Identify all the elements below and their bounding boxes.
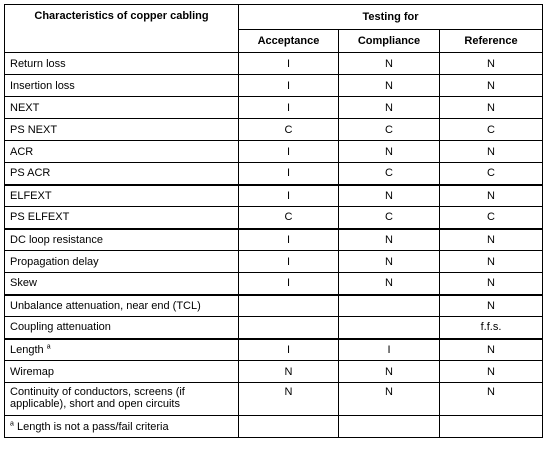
cell-reference: N xyxy=(440,383,543,416)
table-row xyxy=(5,383,543,416)
row-label: PS NEXT xyxy=(5,119,239,141)
row-label: Wiremap xyxy=(5,361,239,383)
table-row xyxy=(5,97,543,119)
row-label: Unbalance attenuation, near end (TCL) xyxy=(5,295,239,317)
cell-empty xyxy=(440,416,543,438)
row-label: Propagation delay xyxy=(5,251,239,273)
row-label: ELFEXT xyxy=(5,185,239,207)
cell-acceptance: I xyxy=(239,97,339,119)
footnote xyxy=(5,416,239,438)
cell-reference: N xyxy=(440,75,543,97)
header-testing-for: Testing for xyxy=(239,5,543,30)
cell-reference: N xyxy=(440,273,543,295)
cell-acceptance: I xyxy=(239,185,339,207)
row-label: PS ELFEXT xyxy=(5,207,239,229)
row-label: DC loop resistance xyxy=(5,229,239,251)
table-row xyxy=(5,207,543,229)
table-row xyxy=(5,317,543,339)
cell-acceptance: I xyxy=(239,229,339,251)
cabling-test-table xyxy=(4,4,543,438)
row-label: Skew xyxy=(5,273,239,295)
cell-reference: C xyxy=(440,119,543,141)
table-row xyxy=(5,339,543,361)
cell-acceptance: N xyxy=(239,361,339,383)
cell-compliance: C xyxy=(339,163,440,185)
cell-compliance: N xyxy=(339,185,440,207)
cell-acceptance xyxy=(239,295,339,317)
cell-acceptance: I xyxy=(239,163,339,185)
cell-compliance: N xyxy=(339,251,440,273)
cell-reference: N xyxy=(440,339,543,361)
cell-reference: N xyxy=(440,53,543,75)
cell-compliance: N xyxy=(339,141,440,163)
cell-acceptance xyxy=(239,317,339,339)
table-row xyxy=(5,53,543,75)
cell-acceptance: I xyxy=(239,251,339,273)
table-row xyxy=(5,295,543,317)
cell-acceptance: C xyxy=(239,119,339,141)
cell-empty xyxy=(239,416,339,438)
table-row xyxy=(5,185,543,207)
cell-reference: N xyxy=(440,295,543,317)
header-reference: Reference xyxy=(440,30,543,53)
cell-reference: C xyxy=(440,207,543,229)
table-row xyxy=(5,361,543,383)
cell-acceptance: I xyxy=(239,273,339,295)
row-label-text: Length xyxy=(10,343,44,356)
cell-compliance: I xyxy=(339,339,440,361)
row-label: Return loss xyxy=(5,53,239,75)
cell-compliance: N xyxy=(339,53,440,75)
cell-empty xyxy=(339,416,440,438)
cell-acceptance: I xyxy=(239,75,339,97)
row-label: ACR xyxy=(5,141,239,163)
cell-acceptance: C xyxy=(239,207,339,229)
table-row xyxy=(5,141,543,163)
row-label: PS ACR xyxy=(5,163,239,185)
cell-acceptance: I xyxy=(239,141,339,163)
row-label: NEXT xyxy=(5,97,239,119)
cell-compliance: N xyxy=(339,97,440,119)
cell-compliance: C xyxy=(339,119,440,141)
table-row xyxy=(5,75,543,97)
cell-reference: N xyxy=(440,97,543,119)
header-compliance: Compliance xyxy=(339,30,440,53)
cabling-test-table-container xyxy=(4,4,542,438)
table-row xyxy=(5,229,543,251)
footnote-marker: a xyxy=(10,419,14,427)
cell-compliance: C xyxy=(339,207,440,229)
cell-reference: f.f.s. xyxy=(440,317,543,339)
footnote-marker: a xyxy=(46,343,51,351)
cell-acceptance: I xyxy=(239,339,339,361)
table-row xyxy=(5,119,543,141)
row-label xyxy=(5,339,239,361)
header-acceptance: Acceptance xyxy=(239,30,339,53)
footnote-row xyxy=(5,416,543,438)
cell-reference: N xyxy=(440,141,543,163)
cell-acceptance: I xyxy=(239,53,339,75)
cell-compliance: N xyxy=(339,361,440,383)
header-characteristics: Characteristics of copper cabling xyxy=(5,5,239,53)
cell-acceptance: N xyxy=(239,383,339,416)
cell-reference: N xyxy=(440,229,543,251)
table-row xyxy=(5,273,543,295)
cell-compliance: N xyxy=(339,383,440,416)
row-label: Insertion loss xyxy=(5,75,239,97)
cell-compliance xyxy=(339,295,440,317)
cell-reference: N xyxy=(440,251,543,273)
table-row xyxy=(5,163,543,185)
table-row xyxy=(5,251,543,273)
footnote-text: Length is not a pass/fail criteria xyxy=(13,420,169,433)
cell-reference: N xyxy=(440,361,543,383)
cell-reference: N xyxy=(440,185,543,207)
row-label: Continuity of conductors, screens (if applicable), short and open circuits xyxy=(5,383,239,416)
cell-compliance xyxy=(339,317,440,339)
cell-reference: C xyxy=(440,163,543,185)
row-label: Coupling attenuation xyxy=(5,317,239,339)
cell-compliance: N xyxy=(339,229,440,251)
cell-compliance: N xyxy=(339,75,440,97)
cell-compliance: N xyxy=(339,273,440,295)
